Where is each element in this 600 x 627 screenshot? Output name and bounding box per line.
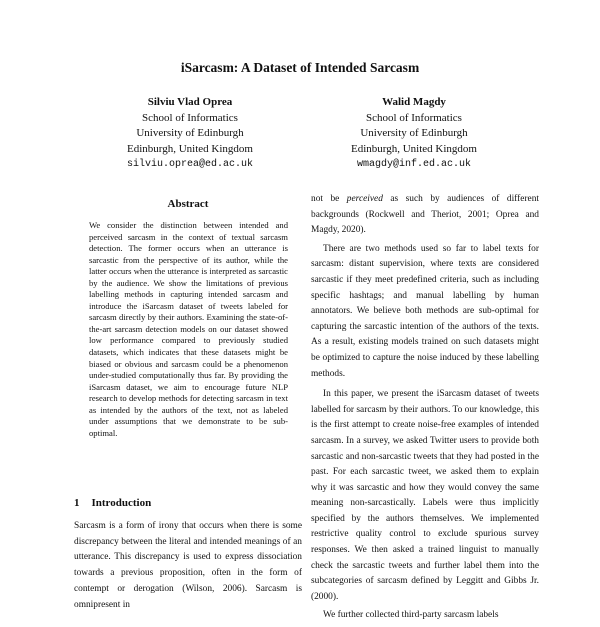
author-name: Silviu Vlad Oprea xyxy=(147,96,233,108)
paragraph-isarcasm-intro: In this paper, we present the iSarcasm dataset of tweets labelled for sarcasm by their authors. To our knowledge, this is the first attempt to create noise-free examples of intended sarcasm. In a survey, we asked Twitter users to provide both sarcastic and non-sarcastic tweets that they had posted in the past. For each sarcastic tweet, we asked them to explain why it was sarcastic and how they would convey the same meaning non-sarcastically. Labels were thus implicitly specified by the authors themselves. We implemented restrictive quality control to exclude spurious survey responses. We then asked a trained linguist to manually check the sarcastic tweets and further label them into the subcategories of sarcasm defined by Leggitt and Gibbs Jr. (2000). xyxy=(311,389,539,602)
right-column xyxy=(311,192,539,627)
introduction-paragraph-1: Sarcasm is a form of irony that occurs when there is some discrepancy between the literal and intended meanings of an utterance. This discrepancy is used to express dissociation towards a previous proposition, often in the form of contempt or derogation (Wilson, 2006). Sarcasm is omnipresent in xyxy=(74,521,302,610)
abstract-heading: Abstract xyxy=(167,198,209,210)
author-affiliation-line: School of Informatics xyxy=(366,111,462,124)
author-affiliation-line: University of Edinburgh xyxy=(360,127,468,139)
author-email: silviu.oprea@ed.ac.uk xyxy=(126,159,254,170)
section-number: 1 xyxy=(74,497,80,509)
author-block-1 xyxy=(80,95,300,173)
author-block-2 xyxy=(304,95,524,173)
emphasis-text: perceived xyxy=(346,194,383,204)
paragraph-third-party: We further collected third-party sarcasm labels xyxy=(323,610,499,621)
author-affiliation-line: University of Edinburgh xyxy=(136,127,244,139)
author-affiliation-line: Edinburgh, United Kingdom xyxy=(127,142,253,155)
text-span: as such by audiences of different backgrounds (Rockwell and Theriot, 2001; Oprea and Magdy, 2020). xyxy=(311,194,539,236)
author-affiliation-line: Edinburgh, United Kingdom xyxy=(351,142,477,155)
author-email: wmagdy@inf.ed.ac.uk xyxy=(356,159,472,170)
paper-title: iSarcasm: A Dataset of Intended Sarcasm xyxy=(180,60,420,75)
section-title: Introduction xyxy=(91,497,152,509)
paragraph-labelling-methods: There are two methods used so far to label texts for sarcasm: distant supervision, where texts are considered sarcastic if they meet predefined criteria, such as including specific hashtags; and manual labelling by human annotators. We believe both methods are sub-optimal for capturing the sarcastic intention of the authors of the texts. As a result, existing models trained on such datasets might be optimized to capture the noise induced by these labelling methods. xyxy=(311,243,539,379)
section-heading-introduction xyxy=(74,497,151,509)
abstract-text: We consider the distinction between intended and perceived sarcasm in the context of textual sarcasm detection. The former occurs when an utterance is sarcastic from the perspective of its author, while the latter occurs when the utterance is interpreted as sarcastic by the audience. We show the limitations of previous labelling methods in capturing intended sarcasm and introduce the iSarcasm dataset of tweets labeled for sarcasm directly by their authors. Examining the state-of-the-art sarcasm detection models on our dataset showed low performance compared to previously studied datasets, which indicates that these datasets might be biased or obvious and sarcasm could be a phenomenon under-studied computationally thus far. By providing the iSarcasm dataset, we aim to encourage future NLP research to develop methods for detecting sarcasm in text as intended by the authors of the text, not as labeled under assumptions that we demonstrate to be sub-optimal. xyxy=(89,220,288,438)
author-name: Walid Magdy xyxy=(382,96,446,108)
author-affiliation-line: School of Informatics xyxy=(142,111,238,124)
paragraph-continued xyxy=(311,192,539,239)
text-span: not be xyxy=(311,194,347,204)
